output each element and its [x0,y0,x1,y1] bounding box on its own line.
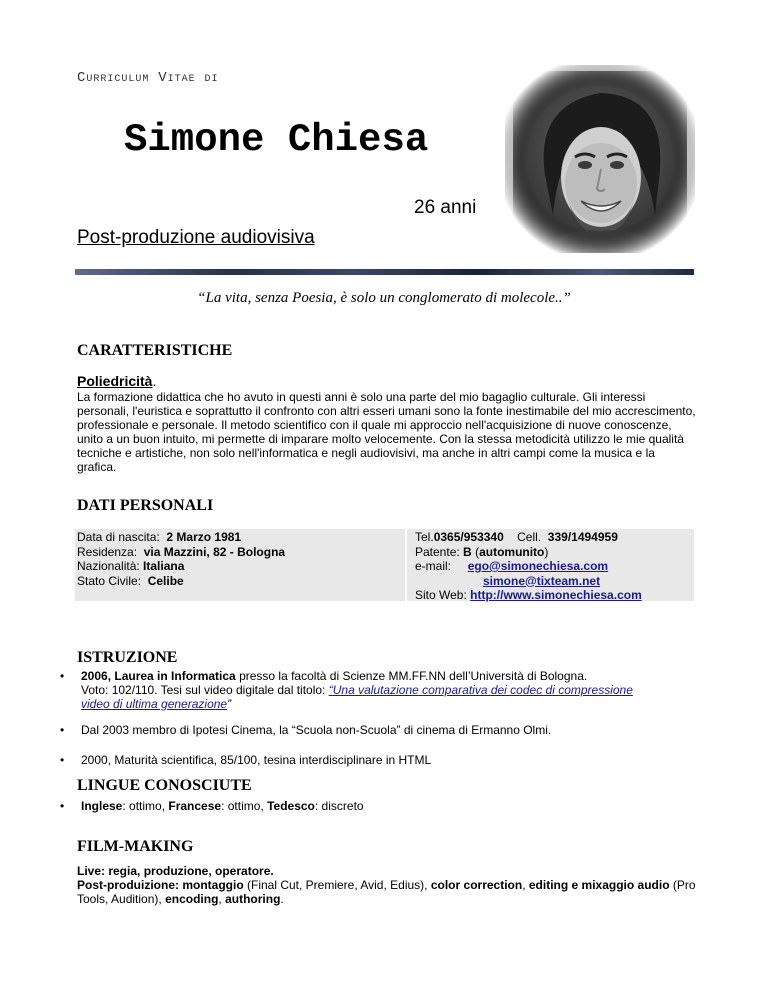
cv-label: CURRICULUM VITAE DI [77,70,219,86]
portrait-photo [505,65,695,253]
section-title-lingue: LINGUE CONOSCIUTE [77,777,252,794]
phone-row: Tel.0365/953340 Cell. 339/1494959 [415,530,618,544]
residence-row: Residenza: via Mazzini, 82 - Bologna [77,544,286,559]
email-link-1[interactable]: ego@simonechiesa.com [467,559,609,573]
section-title-dati: DATI PERSONALI [77,497,214,514]
email-row: e-mail: ego@simonechiesa.com [415,559,609,573]
caratteristiche-text: La formazione didattica che ho avuto in questi anni è solo una parte del mio bagaglio culturale. Gli interessi personali, l'euristica e soprattutto il confronto con altri esseri umani sono la fonte inestimabile del mio accrescimento, professionale e personale. Il metodo scientifico con il quale mi approccio nell'acquisizione di nuove conoscenze, unito a un buon intuito, mi permette di imparare molto velocemente. Con la stessa metodicità utilizzo le mie qualità tecniche e artistiche, non solo nell'informatica e negli audiovisivi, ma anche in altri campi come la musica e la grafica. [77,390,696,474]
email-link-2[interactable]: simone@tixteam.net [483,573,601,588]
personal-data-left [77,530,285,588]
birth-date-row: Data di nascita: 2 Marzo 1981 [77,530,242,544]
email-row-2 [415,574,642,589]
personal-data-separator [405,529,407,601]
poliedricita-heading: Poliedricità. [77,373,157,389]
age: 26 anni [414,197,477,218]
website-link[interactable]: http://www.simonechiesa.com [470,588,642,602]
person-name: Simone Chiesa [124,118,429,162]
section-title-caratteristiche: CARATTERISTICHE [77,342,233,359]
website-row: Sito Web: http://www.simonechiesa.com [415,588,642,602]
section-title-film: FILM-MAKING [77,838,194,855]
header-divider [75,269,694,275]
section-title-istruzione: ISTRUZIONE [77,649,178,666]
personal-data-right [415,530,642,603]
film-making-text: Live: regia, produzione, operatore. Post-produizione: montaggio (Final Cut, Premiere, Avid, Edius), color correction, editing e mixaggio audio (Pro Tools, Audition), encoding, authoring. [77,864,696,906]
quote: “La vita, senza Poesia, è solo un conglomerato di molecole..” [197,290,571,306]
license-row: Patente: B (automunito) [415,544,549,559]
marital-status-row: Stato Civile: Celibe [77,573,184,588]
role-title: Post-produzione audiovisiva [77,227,315,248]
nationality-row: Nazionalità: Italiana [77,559,185,573]
thesis-title: “Una valutazione comparativa dei codec di compressione video di ultima generazione [81,683,633,711]
